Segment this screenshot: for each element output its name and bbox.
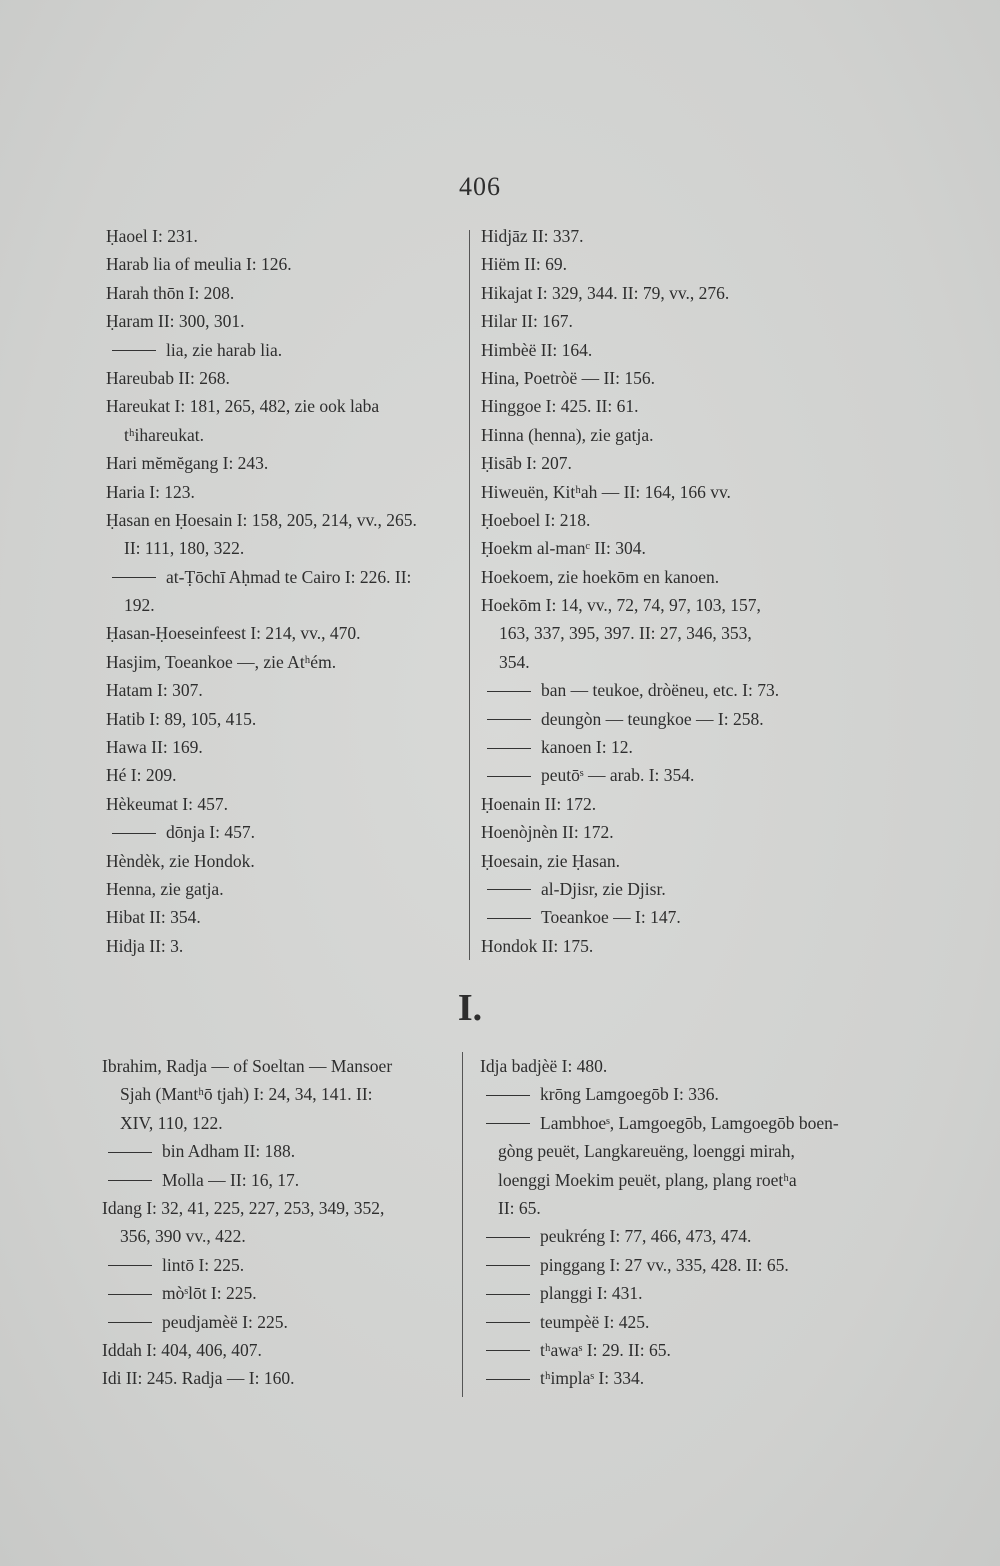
entry-text: Lambhoeˢ, Lamgoegōb, Lamgoegōb boen- <box>540 1112 839 1133</box>
entry-text: Hina, Poetròë — II: 156. <box>481 367 655 388</box>
index-subentry <box>102 1251 454 1279</box>
entry-text: dōnja I: 457. <box>166 822 255 843</box>
repeat-dash <box>112 833 156 834</box>
index-entry-continuation <box>106 534 458 562</box>
entry-text: Ḥoesain, zie Ḥasan. <box>481 850 620 871</box>
index-column-top-left <box>106 222 458 960</box>
index-subentry <box>102 1166 454 1194</box>
index-subentry <box>106 818 458 846</box>
entry-text: Hari mĕmĕgang I: 243. <box>106 453 269 474</box>
entry-text: peutōˢ — arab. I: 354. <box>541 765 695 786</box>
entry-text: Ḥoenain II: 172. <box>481 793 597 814</box>
repeat-dash <box>486 1237 530 1238</box>
index-entry <box>106 506 458 534</box>
index-subentry <box>481 705 841 733</box>
entry-text: Harab lia of meulia I: 126. <box>106 254 292 275</box>
index-entry-continuation <box>480 1137 835 1165</box>
index-entry <box>481 790 841 818</box>
entry-text: Hidja II: 3. <box>106 935 184 956</box>
entry-text: Hasjim, Toeankoe —, zie Atʰém. <box>106 651 337 672</box>
index-entry <box>481 222 841 250</box>
repeat-dash <box>487 918 531 919</box>
entry-text: at-Ṭōchī Aḥmad te Cairo I: 226. II: <box>166 566 412 587</box>
entry-text: Idi II: 245. Radja — I: 160. <box>102 1368 295 1389</box>
entry-text: 163, 337, 395, 397. II: 27, 346, 353, <box>499 623 752 644</box>
index-entry-continuation <box>480 1194 835 1222</box>
entry-text: Idja badjèë I: 480. <box>480 1056 608 1076</box>
entry-text: Hèndèk, zie Hondok. <box>106 850 255 871</box>
entry-text: Hondok II: 175. <box>481 935 594 956</box>
entry-text: Ḥoeboel I: 218. <box>481 509 591 530</box>
repeat-dash <box>487 748 531 749</box>
entry-text: deungòn — teungkoe — I: 258. <box>541 708 764 729</box>
index-subentry <box>480 1109 839 1137</box>
index-entry <box>481 364 841 392</box>
repeat-dash <box>486 1379 530 1380</box>
entry-text: Hibat II: 354. <box>106 907 201 928</box>
index-entry <box>106 875 458 903</box>
entry-text: Ibrahim, Radja — of Soeltan — Mansoer <box>102 1056 393 1076</box>
entry-text: Hikajat I: 329, 344. II: 79, vv., 276. <box>481 282 730 303</box>
repeat-dash <box>486 1123 530 1124</box>
index-subentry <box>102 1279 454 1307</box>
index-entry <box>106 307 458 335</box>
entry-text: Ḥasan en Ḥoesain I: 158, 205, 214, vv., 265. <box>106 509 417 530</box>
entry-text: krōng Lamgoegōb I: 336. <box>540 1084 719 1105</box>
entry-text: Ḥaram II: 300, 301. <box>106 311 245 332</box>
entry-text: Hoekoem, zie hoekōm en kanoen. <box>481 566 720 587</box>
index-subentry <box>480 1251 835 1279</box>
index-entry <box>106 619 458 647</box>
index-entry <box>106 790 458 818</box>
repeat-dash <box>108 1294 152 1295</box>
index-entry <box>481 506 841 534</box>
index-entry <box>106 449 458 477</box>
entry-text: Hoenòjnèn II: 172. <box>481 822 614 843</box>
index-entry <box>106 676 458 704</box>
entry-text: tʰawaˢ I: 29. II: 65. <box>540 1339 671 1360</box>
repeat-dash <box>487 691 531 692</box>
entry-text: Harah thōn I: 208. <box>106 282 235 303</box>
index-entry <box>106 364 458 392</box>
index-subentry <box>481 903 841 931</box>
index-entry <box>102 1194 454 1222</box>
index-subentry <box>480 1336 835 1364</box>
index-entry <box>106 222 458 250</box>
repeat-dash <box>486 1265 530 1266</box>
index-entry <box>481 534 841 562</box>
index-subentry <box>106 563 458 591</box>
index-entry <box>481 279 841 307</box>
entry-text: Hidjāz II: 337. <box>481 226 584 246</box>
index-entry <box>481 421 841 449</box>
index-subentry <box>102 1308 454 1336</box>
column-divider-top <box>469 230 470 960</box>
index-subentry <box>102 1137 454 1165</box>
entry-text: peudjamèë I: 225. <box>162 1311 288 1332</box>
entry-text: Henna, zie gatja. <box>106 878 224 899</box>
index-subentry <box>106 336 458 364</box>
column-divider-bottom <box>462 1052 463 1397</box>
entry-text: 192. <box>124 595 155 616</box>
index-entry <box>481 591 841 619</box>
repeat-dash <box>486 1350 530 1351</box>
index-column-top-right <box>481 222 841 960</box>
entry-text: Hinna (henna), zie gatja. <box>481 424 654 445</box>
entry-text: Iddah I: 404, 406, 407. <box>102 1339 262 1360</box>
entry-text: Hiweuën, Kitʰah — II: 164, 166 vv. <box>481 481 731 502</box>
entry-text: Idang I: 32, 41, 225, 227, 253, 349, 352, <box>102 1197 385 1218</box>
entry-text: pinggang I: 27 vv., 335, 428. II: 65. <box>540 1254 789 1275</box>
entry-text: 356, 390 vv., 422. <box>120 1226 246 1247</box>
entry-text: peukréng I: 77, 466, 473, 474. <box>540 1226 752 1247</box>
entry-text: gòng peuët, Langkareuëng, loenggi mirah, <box>498 1141 795 1162</box>
entry-text: II: 65. <box>498 1197 541 1218</box>
entry-text: Haria I: 123. <box>106 481 195 502</box>
index-subentry <box>480 1279 835 1307</box>
entry-text: lintō I: 225. <box>162 1254 245 1275</box>
index-entry <box>106 705 458 733</box>
index-column-bottom-left <box>102 1052 454 1393</box>
index-entry <box>481 336 841 364</box>
index-subentry <box>481 676 841 704</box>
entry-text: Hareukat I: 181, 265, 482, zie ook laba <box>106 396 380 417</box>
repeat-dash <box>108 1180 152 1181</box>
entry-text: tʰimplaˢ I: 334. <box>540 1368 645 1389</box>
entry-text: Hèkeumat I: 457. <box>106 793 228 814</box>
entry-text: Hatam I: 307. <box>106 680 203 701</box>
index-entry <box>481 449 841 477</box>
index-entry-continuation <box>106 591 458 619</box>
index-entry <box>106 932 458 960</box>
entry-text: Hawa II: 169. <box>106 737 203 758</box>
entry-text: planggi I: 431. <box>540 1283 643 1304</box>
entry-text: kanoen I: 12. <box>541 737 633 758</box>
repeat-dash <box>487 889 531 890</box>
index-entry <box>106 903 458 931</box>
entry-text: tʰihareukat. <box>124 424 204 445</box>
repeat-dash <box>108 1152 152 1153</box>
repeat-dash <box>487 719 531 720</box>
entry-text: 354. <box>499 651 530 672</box>
entry-text: Ḥisāb I: 207. <box>481 453 572 474</box>
index-entry <box>480 1052 835 1080</box>
repeat-dash <box>487 776 531 777</box>
index-entry <box>102 1364 454 1392</box>
index-entry <box>481 250 841 278</box>
entry-text: Hareubab II: 268. <box>106 367 230 388</box>
index-entry-continuation <box>102 1080 454 1108</box>
index-entry <box>106 279 458 307</box>
index-entry-continuation <box>481 619 841 647</box>
index-entry <box>106 392 458 420</box>
section-heading-letter: I. <box>457 987 483 1029</box>
index-subentry <box>481 875 841 903</box>
entry-text: lia, zie harab lia. <box>166 339 283 360</box>
index-entry-continuation <box>102 1222 454 1250</box>
index-entry <box>106 761 458 789</box>
index-entry <box>481 392 841 420</box>
entry-text: Hatib I: 89, 105, 415. <box>106 708 257 729</box>
index-entry <box>106 733 458 761</box>
entry-text: ban — teukoe, dròëneu, etc. I: 73. <box>541 680 780 701</box>
index-entry <box>106 847 458 875</box>
entry-text: Molla — II: 16, 17. <box>162 1169 300 1190</box>
repeat-dash <box>112 577 156 578</box>
repeat-dash <box>112 350 156 351</box>
index-entry <box>481 932 841 960</box>
entry-text: Ḥaoel I: 231. <box>106 226 198 246</box>
entry-text: Ḥoekm al-manᶜ II: 304. <box>481 538 646 559</box>
index-entry <box>481 478 841 506</box>
index-entry-continuation <box>106 421 458 449</box>
index-subentry <box>481 733 841 761</box>
entry-text: Hé I: 209. <box>106 765 177 786</box>
entry-text: bin Adham II: 188. <box>162 1141 296 1162</box>
index-subentry <box>480 1364 835 1392</box>
repeat-dash <box>108 1322 152 1323</box>
page-number: 406 <box>459 172 501 201</box>
repeat-dash <box>108 1265 152 1266</box>
index-entry <box>102 1052 454 1080</box>
entry-text: Himbèë II: 164. <box>481 339 593 360</box>
index-entry-continuation <box>102 1109 454 1137</box>
index-subentry <box>480 1308 835 1336</box>
index-entry <box>106 648 458 676</box>
index-entry-continuation <box>481 648 841 676</box>
entry-text: loenggi Moekim peuët, plang, plang roetʰa <box>498 1169 797 1190</box>
entry-text: mòˢlōt I: 225. <box>162 1283 257 1304</box>
index-entry <box>106 250 458 278</box>
index-subentry <box>481 761 841 789</box>
index-entry <box>481 818 841 846</box>
entry-text: al-Djisr, zie Djisr. <box>541 878 666 899</box>
entry-text: teumpèë I: 425. <box>540 1311 650 1332</box>
entry-text: Sjah (Mantʰō tjah) I: 24, 34, 141. II: <box>120 1084 373 1105</box>
repeat-dash <box>486 1294 530 1295</box>
repeat-dash <box>486 1095 530 1096</box>
entry-text: II: 111, 180, 322. <box>124 538 245 559</box>
entry-text: Hinggoe I: 425. II: 61. <box>481 396 639 417</box>
index-entry <box>106 478 458 506</box>
entry-text: XIV, 110, 122. <box>120 1112 223 1133</box>
entry-text: Hilar II: 167. <box>481 311 573 332</box>
entry-text: Hoekōm I: 14, vv., 72, 74, 97, 103, 157, <box>481 595 761 616</box>
index-column-bottom-right <box>480 1052 839 1393</box>
index-entry <box>481 847 841 875</box>
index-subentry <box>480 1080 835 1108</box>
entry-text: Hiëm II: 69. <box>481 254 568 275</box>
entry-text: Ḥasan-Ḥoeseinfeest I: 214, vv., 470. <box>106 623 361 644</box>
index-entry <box>481 307 841 335</box>
index-subentry <box>480 1222 835 1250</box>
index-entry <box>481 563 841 591</box>
index-entry-continuation <box>480 1166 835 1194</box>
index-entry <box>102 1336 454 1364</box>
repeat-dash <box>486 1322 530 1323</box>
entry-text: Toeankoe — I: 147. <box>541 907 681 928</box>
